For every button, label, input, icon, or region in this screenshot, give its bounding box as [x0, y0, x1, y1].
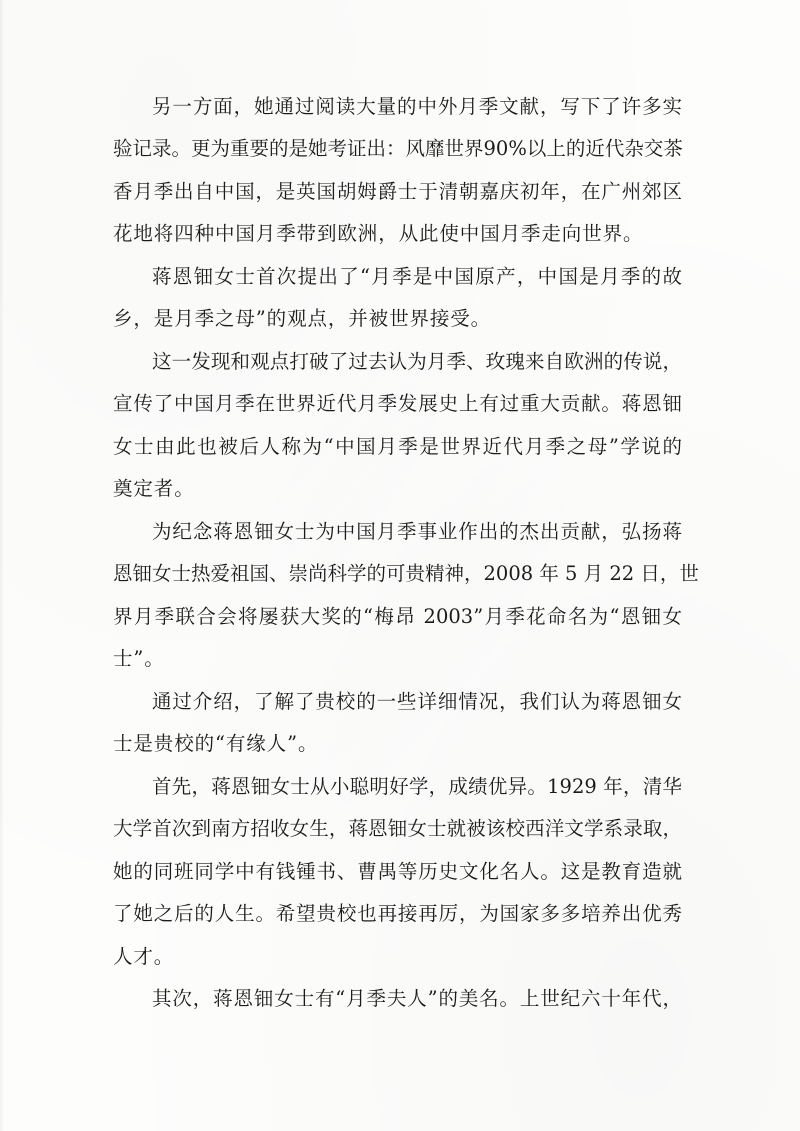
text-line: 士是贵校的“有缘人”。 — [113, 732, 319, 755]
scan-edge-shadow — [0, 0, 4, 1131]
text-line: 验记录。更为重要的是她考证出：风靡世界90%以上的近代杂交茶 — [113, 137, 683, 160]
text-line: 宣传了中国月季在世界近代月季发展史上有过重大贡献。蒋恩钿 — [113, 392, 682, 415]
text-line: 恩钿女士热爱祖国、崇尚科学的可贵精神，2008 年 5 月 22 日，世 — [113, 562, 699, 585]
text-line: 首先，蒋恩钿女士从小聪明好学，成绩优异。1929 年，清华 — [152, 775, 682, 798]
text-line: 为纪念蒋恩钿女士为中国月季事业作出的杰出贡献，弘扬蒋 — [152, 520, 682, 543]
text-line: 蒋恩钿女士首次提出了“月季是中国原产，中国是月季的故 — [152, 265, 682, 288]
text-line: 士”。 — [113, 647, 165, 670]
text-line: 通过介绍，了解了贵校的一些详细情况，我们认为蒋恩钿女 — [152, 690, 682, 713]
text-line: 界月季联合会将屡获大奖的“梅昂 2003”月季花命名为“恩钿女 — [113, 605, 682, 628]
text-line: 女士由此也被后人称为“中国月季是世界近代月季之母”学说的 — [113, 435, 682, 458]
text-line: 她的同班同学中有钱锺书、曹禺等历史文化名人。这是教育造就 — [113, 860, 682, 883]
text-line: 大学首次到南方招收女生，蒋恩钿女士就被该校西洋文学系录取， — [113, 817, 682, 840]
text-line: 了她之后的人生。希望贵校也再接再厉，为国家多多培养出优秀 — [113, 902, 682, 925]
text-line: 花地将四种中国月季带到欧洲，从此使中国月季走向世界。 — [113, 222, 644, 245]
text-line: 乡，是月季之母”的观点，并被世界接受。 — [113, 307, 492, 330]
text-line: 这一发现和观点打破了过去认为月季、玫瑰来自欧洲的传说， — [152, 350, 682, 373]
text-line: 香月季出自中国，是英国胡姆爵士于清朝嘉庆初年，在广州郊区 — [113, 180, 682, 203]
text-line: 另一方面，她通过阅读大量的中外月季文献，写下了许多实 — [152, 95, 682, 118]
text-line: 人才。 — [113, 945, 175, 968]
text-line: 其次，蒋恩钿女士有“月季夫人”的美名。上世纪六十年代， — [152, 987, 682, 1010]
text-line: 奠定者。 — [113, 477, 195, 500]
